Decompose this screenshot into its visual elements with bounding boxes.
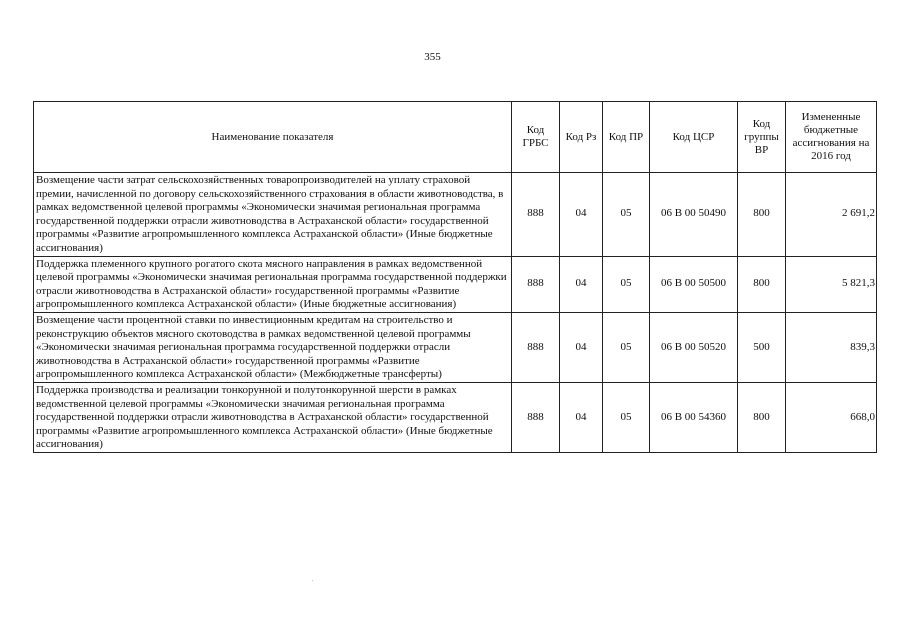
header-name: Наименование показателя (34, 102, 512, 173)
scan-dot (312, 580, 313, 581)
row-rz: 04 (560, 312, 603, 382)
row-pr: 05 (603, 173, 650, 257)
header-amount: Измененные бюджетные ассигнования на 2016 год (786, 102, 877, 173)
table-row (34, 382, 877, 452)
header-pr: Код ПР (603, 102, 650, 173)
row-vr: 800 (738, 173, 786, 257)
row-vr: 800 (738, 256, 786, 312)
row-grbs: 888 (512, 312, 560, 382)
row-pr: 05 (603, 382, 650, 452)
row-rz: 04 (560, 256, 603, 312)
row-amount: 668,0 (786, 382, 877, 452)
table-row (34, 256, 877, 312)
row-pr: 05 (603, 312, 650, 382)
table-header-row (34, 102, 877, 173)
row-grbs: 888 (512, 256, 560, 312)
row-name: Поддержка племенного крупного рогатого скота мясного направления в рамках ведомственной целевой программы «Экономически значимая региональная программа государственной поддержки отрасли животноводства в Астраханской области» государственной программы «Развитие агропромышленного комплекса Астраханской области» (Иные бюджетные ассигнования) (34, 256, 512, 312)
budget-table (33, 101, 877, 453)
header-csr: Код ЦСР (650, 102, 738, 173)
row-amount: 5 821,3 (786, 256, 877, 312)
row-vr: 800 (738, 382, 786, 452)
row-grbs: 888 (512, 382, 560, 452)
header-vr: Код группы ВР (738, 102, 786, 173)
page-number: 355 (424, 51, 441, 63)
row-pr: 05 (603, 256, 650, 312)
row-csr: 06 В 00 54360 (650, 382, 738, 452)
row-name: Поддержка производства и реализации тонкорунной и полутонкорунной шерсти в рамках ведомственной целевой программы «Экономически значимая региональная программа государственной поддержки отрасли животноводства в Астраханской области» государственной программы «Развитие агропромышленного комплекса Астраханской области» (Иные бюджетные ассигнования) (34, 382, 512, 452)
row-amount: 839,3 (786, 312, 877, 382)
row-csr: 06 В 00 50500 (650, 256, 738, 312)
row-rz: 04 (560, 382, 603, 452)
header-rz: Код Рз (560, 102, 603, 173)
table-row (34, 173, 877, 257)
row-csr: 06 В 00 50520 (650, 312, 738, 382)
table-row (34, 312, 877, 382)
row-vr: 500 (738, 312, 786, 382)
row-grbs: 888 (512, 173, 560, 257)
row-csr: 06 В 00 50490 (650, 173, 738, 257)
header-grbs: Код ГРБС (512, 102, 560, 173)
row-name: Возмещение части процентной ставки по инвестиционным кредитам на строительство и реконструкцию объектов мясного скотоводства в рамках ведомственной целевой программы «Экономически значимая региональная программа государственной поддержки отрасли животноводства в Астраханской области» государственной программы «Развитие агропромышленного комплекса Астраханской области» (Межбюджетные трансферты) (34, 312, 512, 382)
row-amount: 2 691,2 (786, 173, 877, 257)
row-name: Возмещение части затрат сельскохозяйственных товаропроизводителей на уплату страховой премии, начисленной по договору сельскохозяйственного страхования в области животноводства, в рамках ведомственной целевой программы «Экономически значимая региональная программа государственной поддержки отрасли животноводства в Астраханской области» государственной программы «Развитие агропромышленного комплекса Астраханской области» (Иные бюджетные ассигнования) (34, 173, 512, 257)
row-rz: 04 (560, 173, 603, 257)
